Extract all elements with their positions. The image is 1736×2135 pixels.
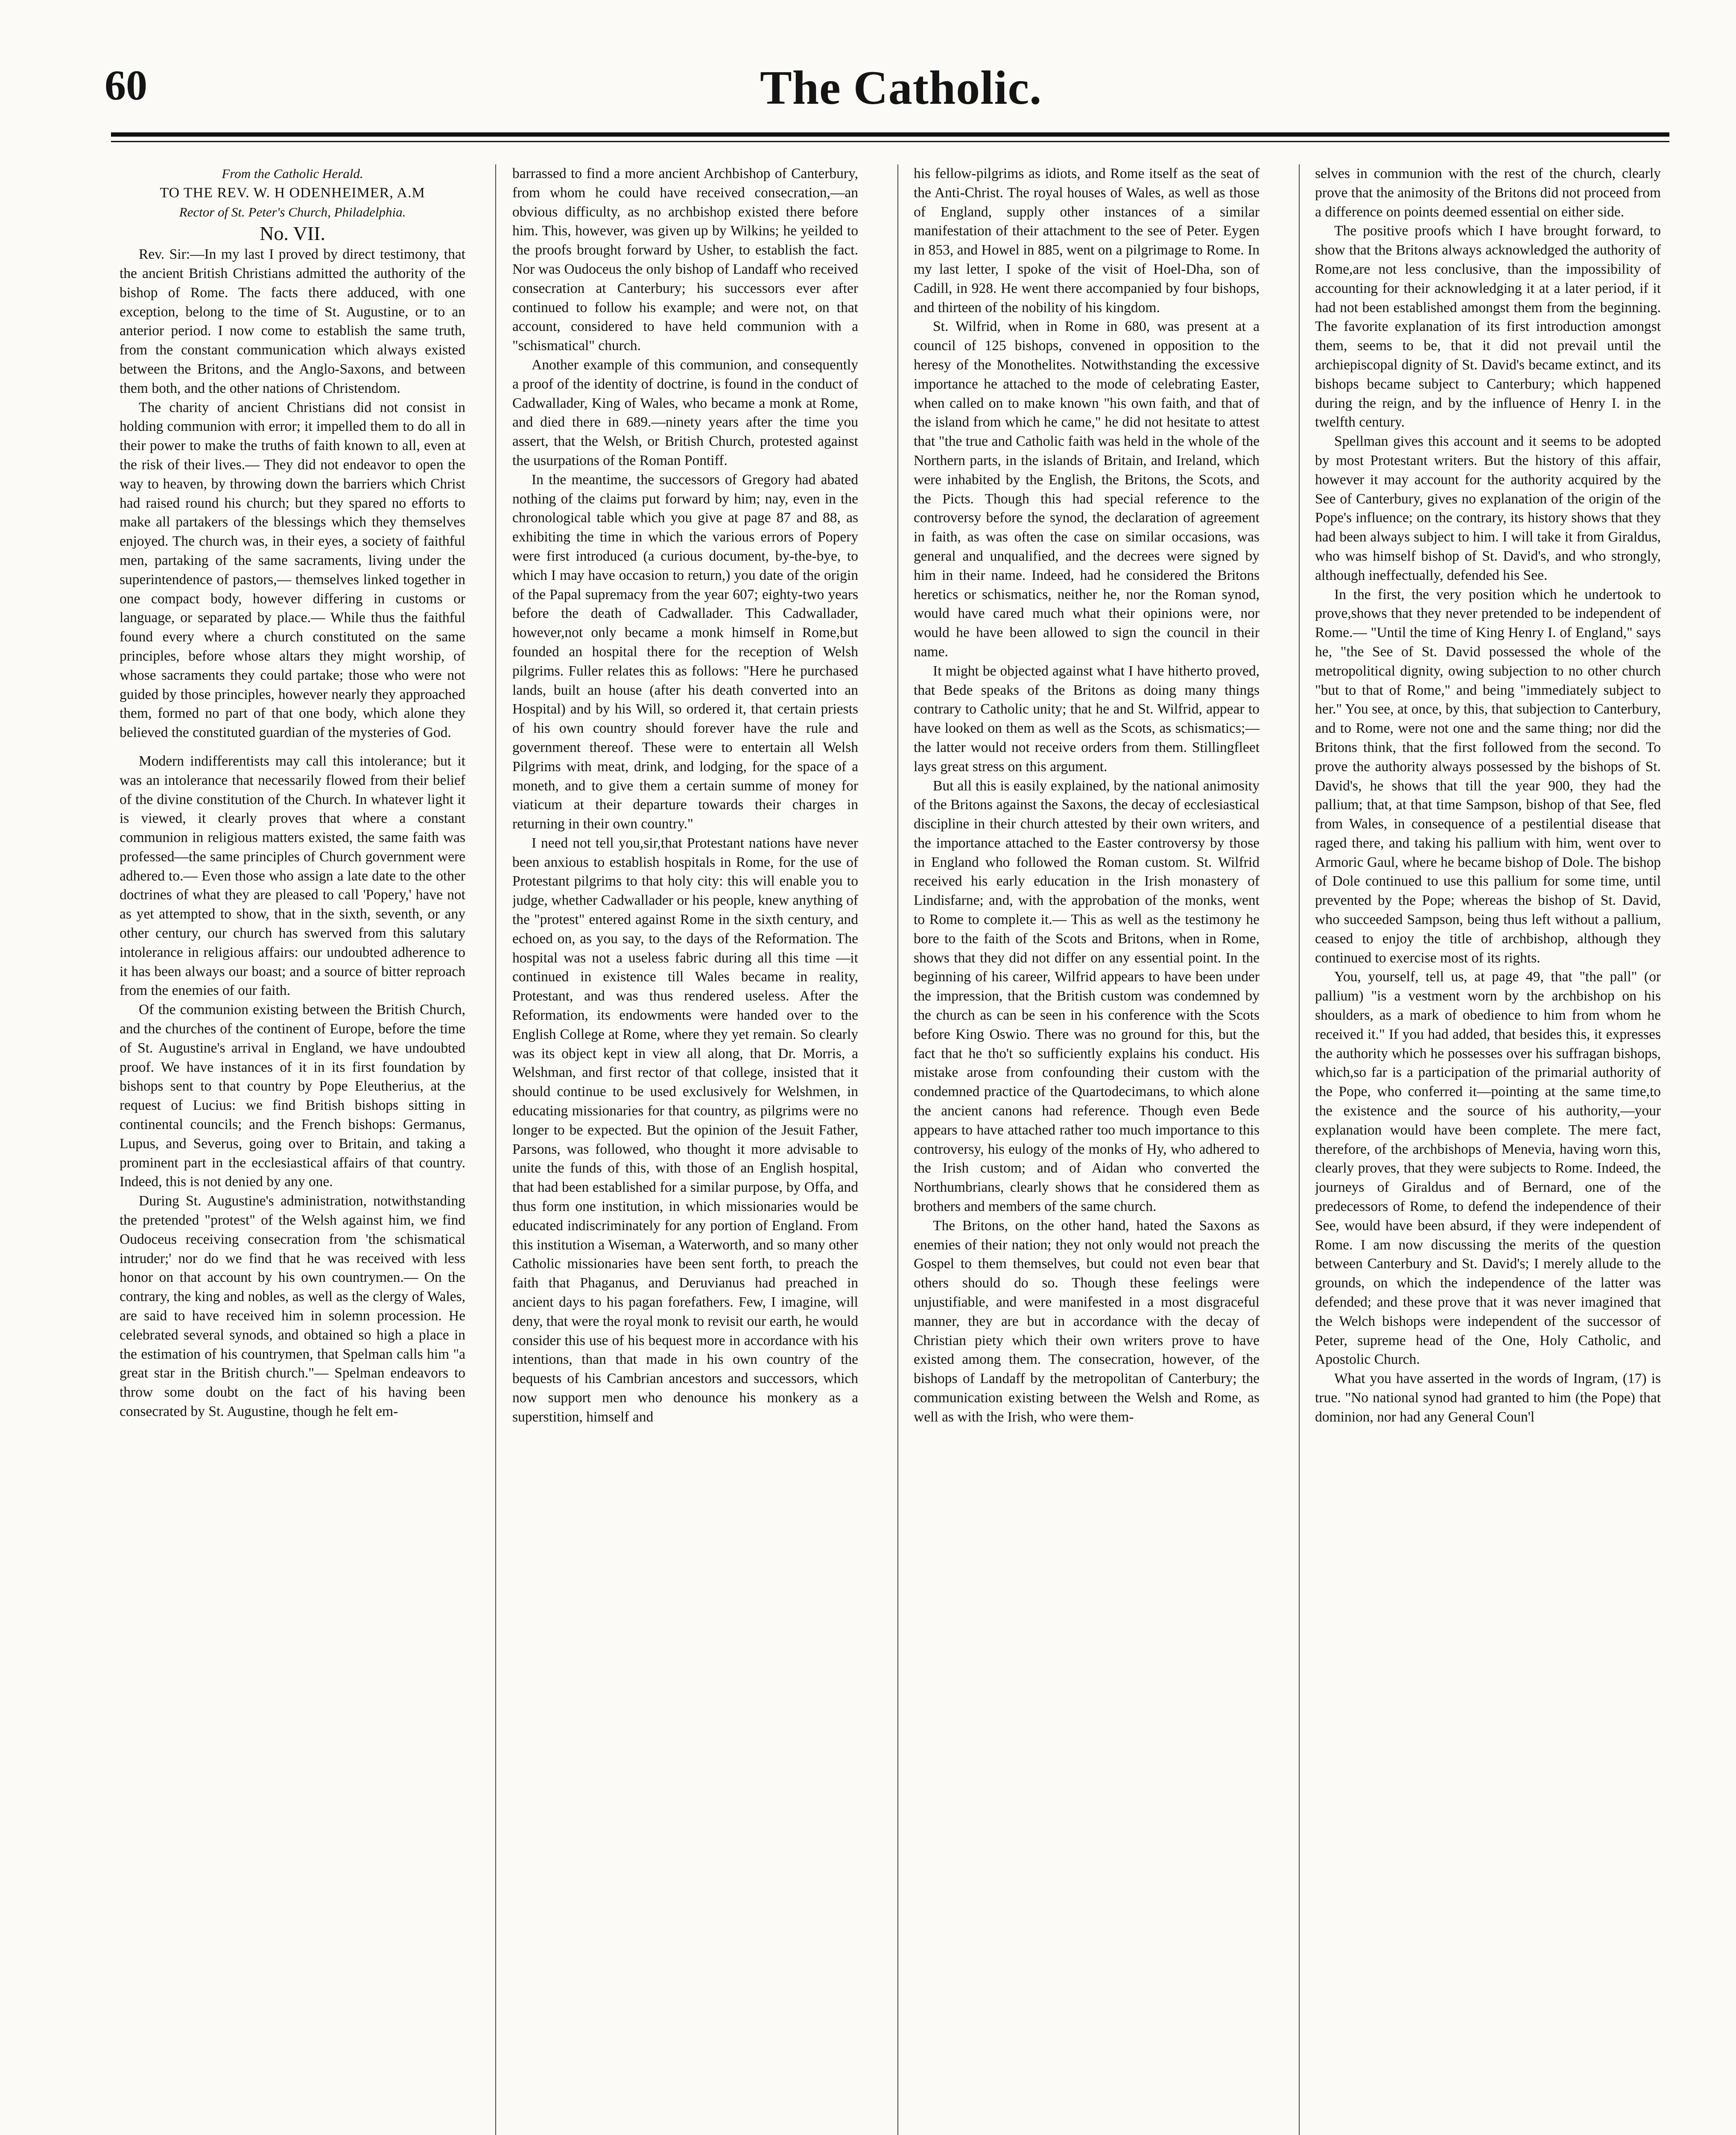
article-columns <box>120 164 1672 2135</box>
paragraph: Spellman gives this account and it seems to be adopted by most Protestant writers. But the history of this affair, however it may account for the authority acquired by the See of Canterbury, gives no explanation of the origin of the Pope's influence; on the contrary, its history shows that they had been always subject to him. I will take it from Giraldus, who was himself bishop of St. David's, and who strongly, although ineffectually, defended his See. <box>1315 433 1661 583</box>
paragraph: Rev. Sir:—In my last I proved by direct testimony, that the ancient British Christians admitted the authority of the bishop of Rome. The facts there adduced, with one exception, belong to the time of St. Augustine, or to an anterior period. I now come to establish the same truth, from the constant communication which always existed between the Britons, and the Anglo-Saxons, and between them both, and the other nations of Christendom. <box>120 246 465 396</box>
column-1 <box>120 164 465 2135</box>
paragraph: Of the communion existing between the British Church, and the churches of the continent of Europe, before the time of St. Augustine's arrival in England, we have undoubted proof. We have instances of it in its first foundation by bishops sent to that country by Pope Eleutherius, at the request of Lucius: we find British bishops sitting in continental councils; and the French bishops: Germanus, Lupus, and Severus, going over to Britain, and taking a prominent part in the ecclesiastical affairs of that country. Indeed, this is not denied by any one. <box>120 1002 465 1190</box>
paragraph: You, yourself, tell us, at page 49, that "the pall" (or pallium) "is a vestment worn by the archbishop on his shoulders, as a mark of obedience to him from whom he received it." If you had added, that besides this, it expresses the authority which he possesses over his suffragan bishops, which,so far is a participation of the primarial authority of the Pope, who conferred it—pointing at the same time,to the existence and the source of his authority,—your explanation would have been complete. The mere fact, therefore, of the archbishops of Menevia, having worn this, clearly proves, that they were subjects to Rome. Indeed, the journeys of Giraldus and of Bernard, one of the predecessors of Rome, to defend the independence of their See, would have been absurd, if they were independent of Rome. I am now discussing the merits of the question between Canterbury and St. David's; I merely allude to the grounds, on which the independence of the latter was defended; and these prove that it was never imagined that the Welch bishops were independent of the successor of Peter, supreme head of the One, Holy Catholic, and Apostolic Church. <box>1315 969 1661 1368</box>
paragraph: In the first, the very position which he undertook to prove,shows that they never pretended to be independent of Rome.— "Until the time of King Henry I. of England," says he, "the See of St. David possessed the whole of the metropolitical dignity, owing subjection to no other church "but to that of Rome," and being "immediately subject to her." You see, at once, by this, that subjection to Canterbury, and to Rome, were not one and the same thing; nor did the Britons think, that the first followed from the second. To prove the authority always possessed by the bishops of St. David's, he shows that till the year 900, they had the pallium; that, at that time Sampson, bishop of that See, fled from Wales, in consequence of a pestilential disease that raged there, and taking his pallium with him, went over to Armoric Gaul, where he became bishop of Dole. The bishop of Dole continued to use this pallium for some time, until prevented by the Pope; whereas the bishop of St. David, who succeeded Sampson, being thus left without a pallium, ceased to enjoy the title of archbishop, although they continued to exercise most of its rights. <box>1315 586 1661 966</box>
paragraph: The Britons, on the other hand, hated the Saxons as enemies of their nation; they not only would not preach the Gospel to them themselves, but could not even bear that others should do so. Though these feelings were unjustifiable, and were manifested in a most disgraceful manner, they are but in accordance with the decay of Christian piety which their own writers prove to have existed among them. The consecration, however, of the bishops of Landaff by the metropolitan of Canterbury; the communication existing between the Welsh and Rome, as well as with the Irish, who were them- <box>914 1217 1260 1425</box>
paragraph: Modern indifferentists may call this intolerance; but it was an intolerance that necessarily flowed from their belief of the divine constitution of the Church. In whatever light it is viewed, it clearly proves that where a constant communion in religious matters existed, the same faith was professed—the same principles of Church government were adhered to.— Even those who assign a late date to the other doctrines of what they are pleased to call 'Popery,' have not as yet attempted to show, that in the sixth, seventh, or any other century, our church has swerved from this salutary intolerance in religious affairs: our undoubted adherence to it has been always our boast; and a source of bitter reproach from the enemies of our faith. <box>120 753 465 999</box>
paragraph: I need not tell you,sir,that Protestant nations have never been anxious to establish hospitals in Rome, for the use of Protestant pilgrims to that holy city: this will enable you to judge, whether Cadwallader or his people, knew anything of the "protest" entered against Rome in the sixth century, and echoed on, as you say, to the days of the Reformation. The hospital was not a useless fabric during all this time —it continued in existence till Wales became in reality, Protestant, and was thus rendered useless. After the Reformation, its endowments were handed over to the English College at Rome, where they yet remain. So clearly was its object kept in view all along, that Dr. Morris, a Welshman, and first rector of that college, insisted that it should continue to be used exclusively for Welshmen, in educating missionaries for that country, as pilgrims were no longer to be expected. But the opinion of the Jesuit Father, Parsons, was followed, who thought it more advisable to unite the funds of this, with those of an English hospital, that had been established for a similar purpose, by Offa, and thus form one institution, in which missionaries would be educated indiscriminately for any portion of England. From this institution a Wiseman, a Waterworth, and so many other Catholic missionaries have been sent forth, to preach the faith that Phaganus, and Deruvianus had preached in ancient days to his pagan forefathers. Few, I imagine, will deny, that were the royal monk to revisit our earth, he would consider this use of his bequest more in accordance with his intentions, than that made in his own country of the bequests of his Cambrian ancestors and successors, which now support men who denounce his monkery as a superstition, himself and <box>512 835 858 1425</box>
column-divider <box>1299 164 1300 2135</box>
column-4 <box>1315 164 1661 2135</box>
paragraph: It might be objected against what I have hitherto proved, that Bede speaks of the Britons as doing many things contrary to Catholic unity; that he and St. Wilfrid, appear to have looked on them as well as the Scots, as schismatics;—the latter would not receive orders from them. Stillingfleet lays great stress on this argument. <box>914 663 1260 775</box>
addressee-title: Rector of St. Peter's Church, Philadelphia. <box>179 204 406 219</box>
paragraph: barrassed to find a more ancient Archbishop of Canterbury, from whom he could have received consecration,—an obvious difficulty, as no archbishop existed there before him. This, however, was given up by Wilkins; he yeilded to the proofs brought forward by Usher, to establish the fact. Nor was Oudoceus the only bishop of Landaff who received consecration at Canterbury; his successors ever after continued to follow his example; and were not, on that account, considered to have held communion with a "schismatical" church. <box>512 166 858 354</box>
letter-number: No. VII. <box>260 222 325 245</box>
paragraph: his fellow-pilgrims as idiots, and Rome itself as the seat of the Anti-Christ. The royal houses of Wales, as well as those of England, supply other instances of a similar manifestation of their attachment to the see of Peter. Eygen in 853, and Howel in 885, went on a pilgrimage to Rome. In my last letter, I spoke of the visit of Hoel-Dha, son of Cadill, in 928. He went there accompanied by four bishops, and thirteen of the nobility of his kingdom. <box>914 166 1260 316</box>
column-divider <box>897 164 898 2135</box>
paragraph: The charity of ancient Christians did not consist in holding communion with error; it impelled them to do all in their power to make the truths of faith known to all, even at the risk of their lives.— They did not endeavor to open the way to heaven, by throwing down the barriers which Christ had raised round his church; but they spared no efforts to make all partakers of the blessings which they themselves enjoyed. The church was, in their eyes, a society of faithful men, partaking of the same sacraments, living under the superintendence of pastors,— themselves linked together in one compact body, however differing in customs or language, or separated by place.— While thus the faithful found every where a church constituted on the same principles, before whose altars they might worship, of whose sacraments they could partake; those who were not guided by those principles, however nearly they approached them, formed no part of that one body, which alone they believed the constituted guardian of the mysteries of God. <box>120 399 465 741</box>
header-rule-thin <box>111 141 1669 142</box>
column-divider <box>495 164 496 2135</box>
paragraph: Another example of this communion, and consequently a proof of the identity of doctrine, is found in the conduct of Cadwallader, King of Wales, who became a monk at Rome, and died there in 689.—ninety years after the time you assert, that the Welsh, or British Church, protested against the usurpations of the Roman Pontiff. <box>512 357 858 468</box>
paragraph: In the meantime, the successors of Gregory had abated nothing of the claims put forward by him; nay, even in the chronological table which you give at page 87 and 88, as exhibiting the time in which the various errors of Popery were first introduced (a curious document, by-the-bye, to which I may have occasion to return,) you date of the origin of the Papal supremacy from the year 607; eighty-two years before the death of Cadwallader. This Cadwallader, however,not only became a monk himself in Rome,but founded an hospital there for the reception of Welsh pilgrims. Fuller relates this as follows: "Here he purchased lands, built an house (after his death converted into an Hospital) and by his Will, so ordered it, that certain priests of his own country should forever have the rule and government thereof. These were to entertain all Welsh Pilgrims with meat, drink, and lodging, for the space of a moneth, and to give them a certain summe of money for viaticum at their departure towards their charges in returning in their own country." <box>512 471 858 832</box>
column-2 <box>512 164 858 2135</box>
paragraph: But all this is easily explained, by the national animosity of the Britons against the Saxons, the decay of ecclesiastical discipline in their church attested by their own writers, and the importance attached to the Easter controversy by those in England who followed the Roman custom. St. Wilfrid received his early education in the Irish monastery of Lindisfarne; and, with the approbation of the monks, went to Rome to complete it.— This as well as the testimony he bore to the faith of the Scots and Britons, when in Rome, shows that they did not differ on any essential point. In the beginning of his career, Wilfrid appears to have been under the impression, that the British custom was condemned by the church as can be seen in his conference with the Scots before King Oswio. There was no ground for this, but the fact that he tho't so sufficiently explains his conduct. His mistake arose from confounding their custom with the condemned practice of the Quartodecimans, to which alone the ancient canons had reference. Though even Bede appears to have attached rather too much importance to this controversy, his eulogy of the monks of Hy, who adhered to the Irish custom; and of Aidan who converted the Northumbrians, clearly shows that he considered them as brothers and members of the same church. <box>914 778 1260 1215</box>
paragraph: What you have asserted in the words of Ingram, (17) is true. "No national synod had granted to him (the Pope) that dominion, nor had any General Coun'l <box>1315 1371 1661 1425</box>
paragraph: During St. Augustine's administration, notwithstanding the pretended "protest" of the Welsh against him, we find Oudoceus receiving consecration from 'the schismatical intruder;' nor do we find that he was received with less honor on that account by his own countrymen.— On the contrary, the king and nobles, as well as the clergy of Wales, are said to have received him in solemn procession. He celebrated several synods, and obtained so high a place in the estimation of his countrymen, that Spelman calls him "a great star in the British church."— Spelman endeavors to throw some doubt on the fact of his having been consecrated by St. Augustine, though he felt em- <box>120 1193 465 1419</box>
source-line: From the Catholic Herald. <box>222 166 363 181</box>
addressee: TO THE REV. W. H ODENHEIMER, A.M <box>160 184 425 201</box>
column-3 <box>914 164 1260 2135</box>
paragraph: St. Wilfrid, when in Rome in 680, was present at a council of 125 bishops, convened in opposition to the heresy of the Monothelites. Notwithstanding the excessive importance he attached to the mode of celebrating Easter, when called on to make known "his own faith, and that of the island from which he came," he did not hesitate to attest that "the true and Catholic faith was held in the whole of the Northern parts, in the islands of Britain, and Ireland, which were inhabited by the English, the Britons, the Scots, and the Picts. Though this had special reference to the controversy before the synod, the declaration of agreement in faith, as was often the case on similar occasions, was general and unqualified, and the decrees were signed by him in their name. Indeed, had he considered the Britons heretics or schismatics, neither he, nor the Roman synod, would have cared much what their opinions were, nor would he have been allowed to sign the council in their name. <box>914 319 1260 660</box>
paragraph: selves in communion with the rest of the church, clearly prove that the animosity of the Britons did not proceed from a difference on points deemed essential on either side. <box>1315 166 1661 220</box>
header-rule-thick <box>111 132 1669 137</box>
page-number: 60 <box>105 61 147 109</box>
paragraph: The positive proofs which I have brought forward, to show that the Britons always acknowledged the authority of Rome,are not less conclusive, than the impossibility of accounting for their acknowledging it at a later period, if it had not been established amongst them from the beginning. The favorite explanation of its first introduction amongst them, seems to be, that it did not prevail until the archiepiscopal dignity of St. David's became extinct, and its bishops became subject to Canterbury; which happened during the reign, and by the influence of Henry I. in the twelfth century. <box>1315 223 1661 430</box>
masthead-title: The Catholic. <box>760 61 1042 114</box>
page-header <box>0 0 1736 141</box>
